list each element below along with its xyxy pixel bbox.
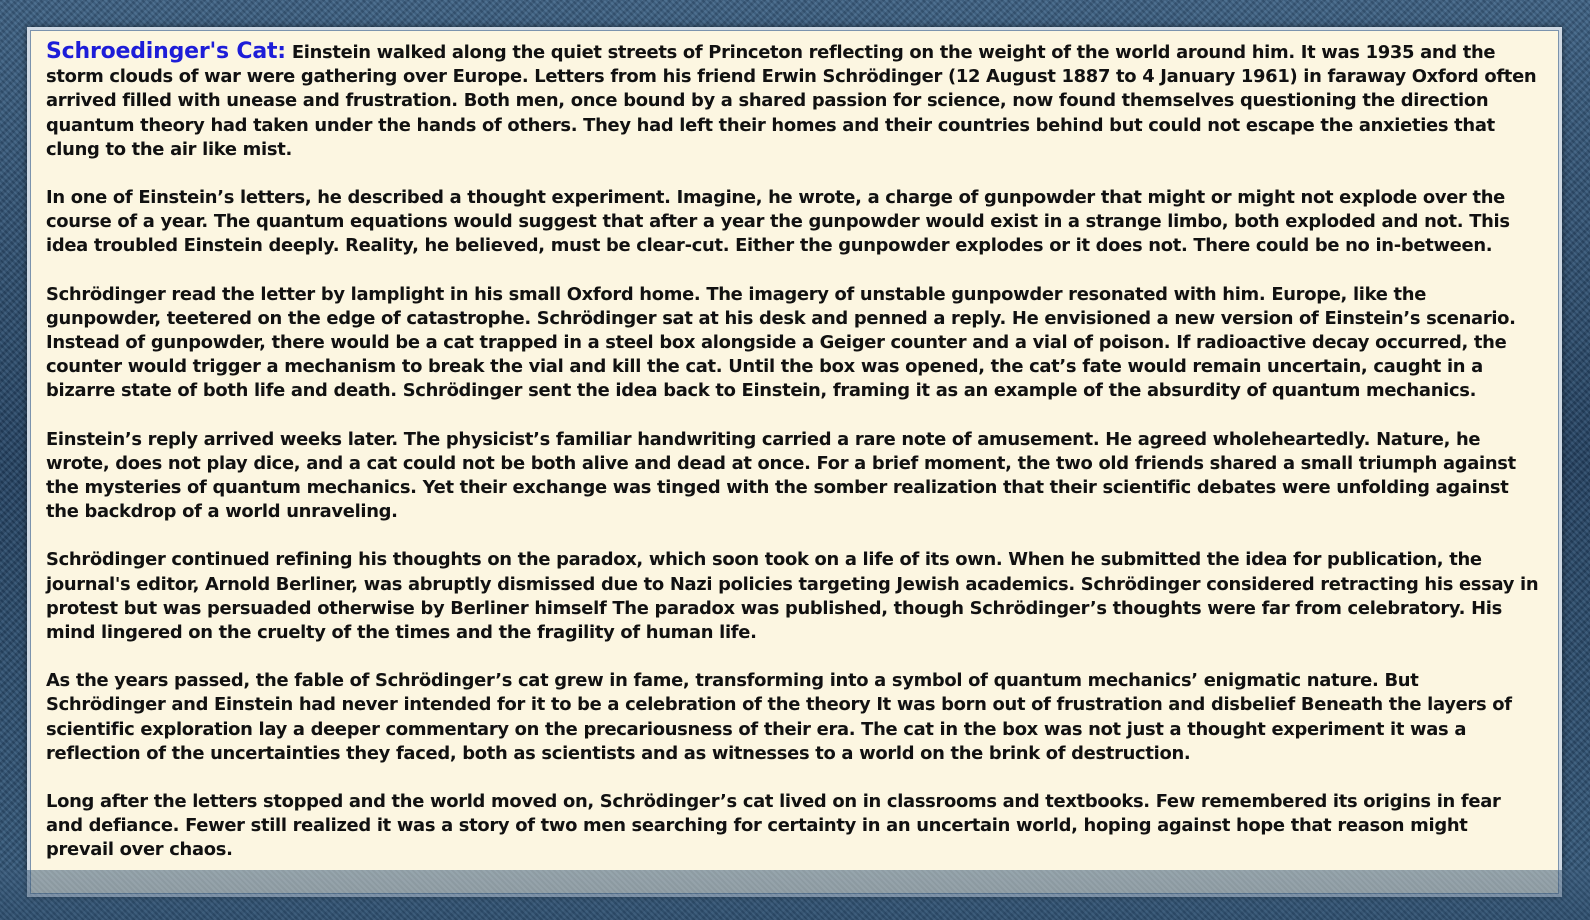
paragraph-7: Long after the letters stopped and the world moved on, Schrödinger’s cat lived on in classrooms and textbooks. Few remembered its origins in fear and defiance. Fewer still realized it was a story of two men searching for certainty in an uncertain world, hoping against hope that reason might prevail over chaos. [46,791,1501,861]
paragraph-6: As the years passed, the fable of Schrödinger’s cat grew in fame, transforming into a symbol of quantum mechanics’ enigmatic nature. But Schrödinger and Einstein had never intended for it to be a celebration of the theory It was born out of frustration and disbelief Beneath the layers of scientific exploration lay a deeper commentary on the precariousness of their era. The cat in the box was not just a thought experiment it was a reflection of the uncertainties they faced, both as scientists and as witnesses to a world on the brink of destruction. [46,670,1512,764]
paragraph-1-text: Einstein walked along the quiet streets of Princeton reflecting on the weight of the world around him. It was 1935 and the storm clouds of war were gathering over Europe. Letters from his friend Erwin Schrödinger (12 August 1887 to 4 January 1961) in faraway Oxford often arrived filled with unease and frustration. Both men, once bound by a shared passion for science, now found themselves questioning the direction quantum theory had taken under the hands of others. They had left their homes and their countries behind but could not escape the anxieties that clung to the air like mist. [46,42,1537,160]
text-panel [27,27,1562,897]
paragraph-4: Einstein’s reply arrived weeks later. The physicist’s familiar handwriting carried a rare note of amusement. He agreed wholeheartedly. Nature, he wrote, does not play dice, and a cat could not be both alive and dead at once. For a brief moment, the two old friends shared a small triumph against the mysteries of quantum mechanics. Yet their exchange was tinged with the somber realization that their scientific debates were unfolding against the backdrop of a world unraveling. [46,428,1516,523]
paragraph-1 [46,40,1541,162]
paragraph-2: In one of Einstein’s letters, he described a thought experiment. Imagine, he wrote, a charge of gunpowder that might or might not explode over the course of a year. The quantum equations would suggest that after a year the gunpowder would exist in a strange limbo, both exploded and not. This idea troubled Einstein deeply. Reality, he believed, must be clear-cut. Either the gunpowder explodes or it does not. There could be no in-between. [46,187,1510,257]
paragraph-5: Schrödinger continued refining his thoughts on the paradox, which soon took on a life of its own. When he submitted the idea for publication, the journal's editor, Arnold Berliner, was abruptly dismissed due to Nazi policies targeting Jewish academics. Schrödinger considered retracting his essay in protest but was persuaded otherwise by Berliner himself The paradox was published, though Schrödinger’s thoughts were far from celebratory. His mind lingered on the cruelty of the times and the fragility of human life. [46,549,1539,644]
article-title: Schroedinger's Cat: [46,39,286,64]
paragraph-3: Schrödinger read the letter by lamplight in his small Oxford home. The imagery of unstable gunpowder resonated with him. Europe, like the gunpowder, teetered on the edge of catastrophe. Schrödinger sat at his desk and penned a reply. He envisioned a new version of Einstein’s scenario. Instead of gunpowder, there would be a cat trapped in a steel box alongside a Geiger counter and a vial of poison. If radioactive decay occurred, the counter would trigger a mechanism to break the vial and kill the cat. Until the box was opened, the cat’s fate would remain uncertain, caught in a bizarre state of both life and death. Schrödinger sent the idea back to Einstein, framing it as an example of the absurdity of quantum mechanics. [46,283,1516,402]
